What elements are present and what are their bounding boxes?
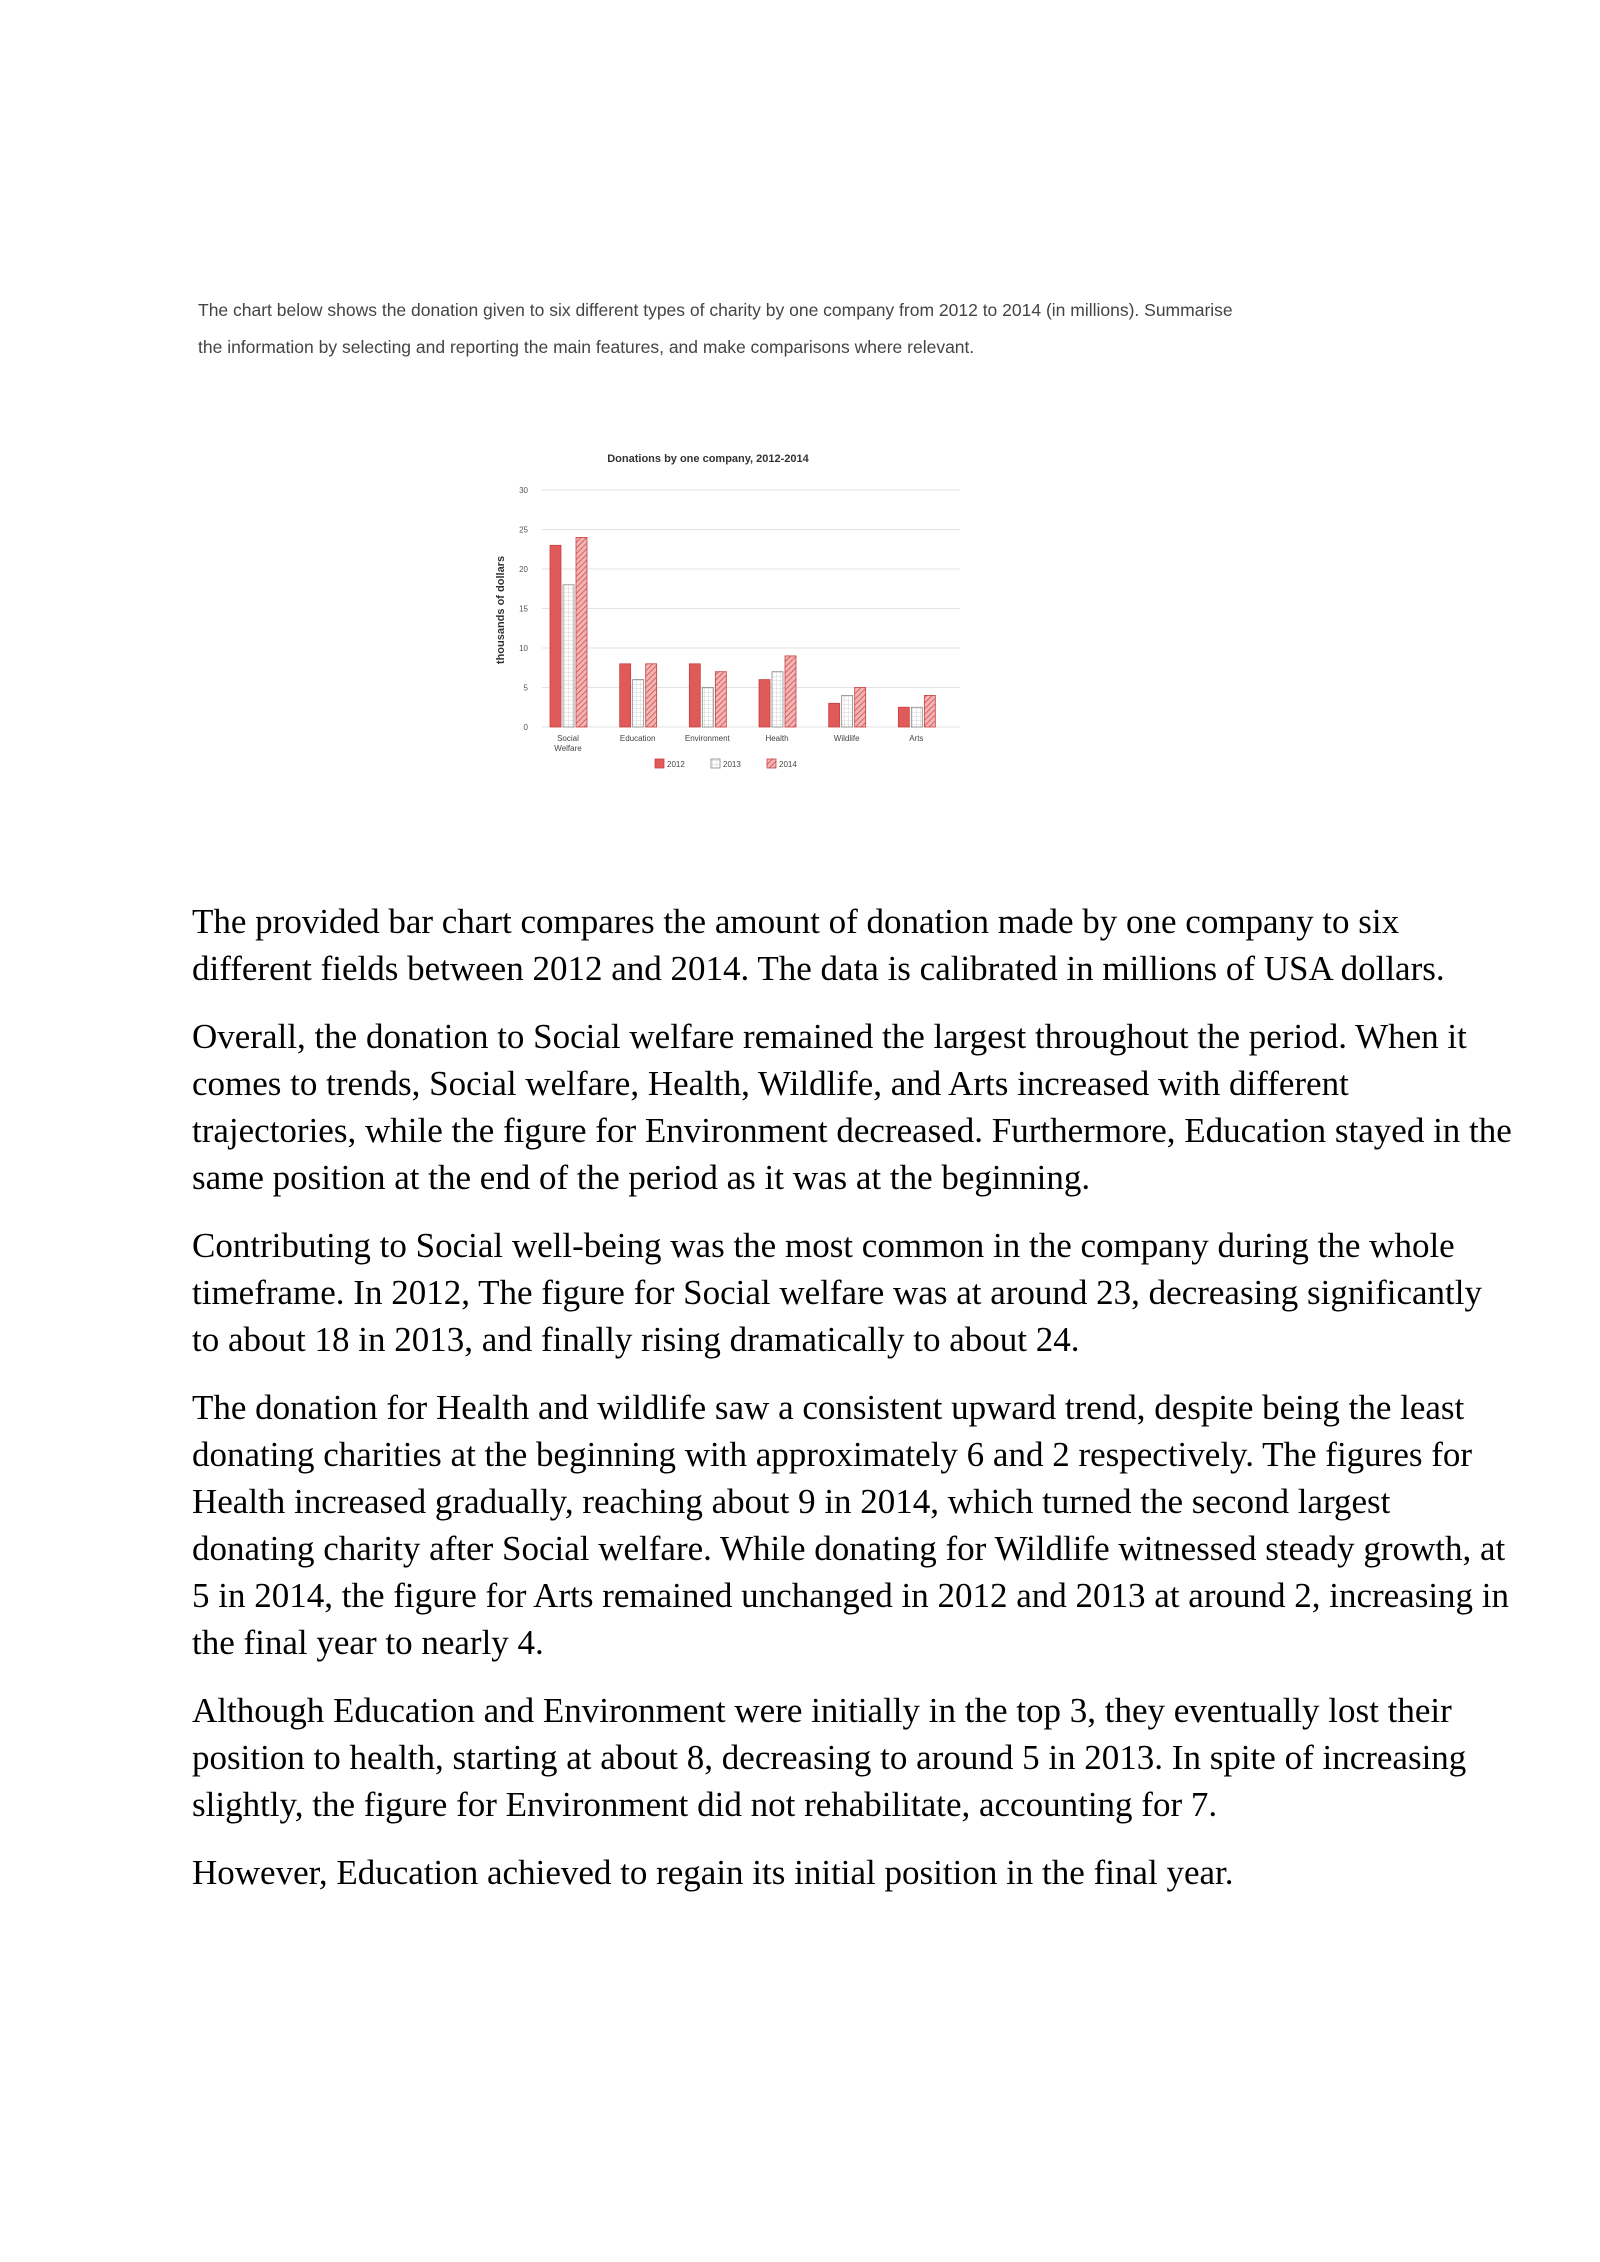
x-tick-label: Health (765, 734, 789, 743)
bar-2013 (772, 672, 783, 727)
chart-svg (480, 440, 1000, 790)
bar-2012 (620, 664, 631, 727)
bar-2012 (689, 664, 700, 727)
bar-chart (480, 440, 1000, 790)
y-tick-label: 20 (519, 565, 528, 574)
bar-2012 (550, 545, 561, 727)
essay-paragraph-3: Contributing to Social well-being was the most common in the company during the whole timeframe. In 2012, The figure for Social welfare was at around 23, decreasing significantly to about 18 in 2013, and finally rising dramatically to about 24. (192, 1226, 1483, 1359)
bar-2014 (715, 672, 726, 727)
bar-2014 (855, 688, 866, 728)
bar-2014 (924, 695, 935, 727)
task-prompt: The chart below shows the donation given to six different types of charity by one company from 2012 to 2014 (in millions). Summarise the information by selecting and reporting the main features, and make comparisons where relevant. (198, 300, 1233, 357)
legend-swatch (711, 759, 720, 768)
y-tick-label: 0 (523, 723, 528, 732)
legend-label: 2014 (779, 760, 797, 769)
essay-paragraph-6: However, Education achieved to regain its initial position in the final year. (192, 1853, 1234, 1892)
legend-label: 2012 (667, 760, 685, 769)
bar-2013 (563, 585, 574, 727)
y-tick-label: 10 (519, 644, 528, 653)
x-tick-labels (554, 734, 923, 753)
bar-2013 (911, 707, 922, 727)
bar-2012 (759, 680, 770, 727)
essay-paragraph-4: The donation for Health and wildlife saw a consistent upward trend, despite being the least donating charities at the beginning with approximately 6 and 2 respectively. The figures for Health increased gradually, reaching about 9 in 2014, which turned the second largest donating charity after Social welfare. While donating for Wildlife witnessed steady growth, at 5 in 2014, the figure for Arts remained unchanged in 2012 and 2013 at around 2, increasing in the final year to nearly 4. (192, 1388, 1510, 1662)
x-tick-label: Social Welfare (554, 734, 582, 753)
legend-swatch (655, 759, 664, 768)
x-tick-label: Wildlife (833, 734, 860, 743)
bar-2012 (898, 707, 909, 727)
essay-paragraph-2: Overall, the donation to Social welfare remained the largest throughout the period. When it comes to trends, Social welfare, Health, Wildlife, and Arts increased with different trajectories, while the figure for Environment decreased. Furthermore, Education stayed in the same position at the end of the period as it was at the beginning. (192, 1017, 1512, 1197)
bar-2013 (633, 680, 644, 727)
chart-title: Donations by one company, 2012-2014 (607, 453, 809, 465)
y-axis-label: thousands of dollars (495, 555, 507, 665)
essay (192, 898, 1512, 1917)
x-tick-label: Environment (684, 734, 730, 743)
x-tick-label: Arts (909, 734, 924, 743)
bars (550, 537, 935, 727)
bar-2014 (646, 664, 657, 727)
legend-label: 2013 (723, 760, 741, 769)
y-tick-label: 25 (519, 525, 528, 535)
y-tick-label: 5 (523, 683, 528, 693)
bar-2013 (702, 688, 713, 728)
bar-2014 (785, 656, 796, 727)
essay-paragraph-5: Although Education and Environment were initially in the top 3, they eventually lost their position to health, starting at about 8, decreasing to around 5 in 2013. In spite of increasing slightly, the figure for Environment did not rehabilitate, accounting for 7. (192, 1691, 1467, 1824)
y-tick-label: 15 (519, 604, 528, 614)
legend (655, 759, 797, 769)
bar-2012 (829, 703, 840, 727)
y-tick-label: 30 (519, 486, 528, 495)
bar-2014 (576, 537, 587, 727)
essay-paragraph-1: The provided bar chart compares the amount of donation made by one company to six different fields between 2012 and 2014. The data is calibrated in millions of USA dollars. (192, 902, 1445, 988)
legend-swatch (767, 759, 776, 768)
x-tick-label: Education (619, 734, 656, 743)
bar-2013 (842, 695, 853, 727)
